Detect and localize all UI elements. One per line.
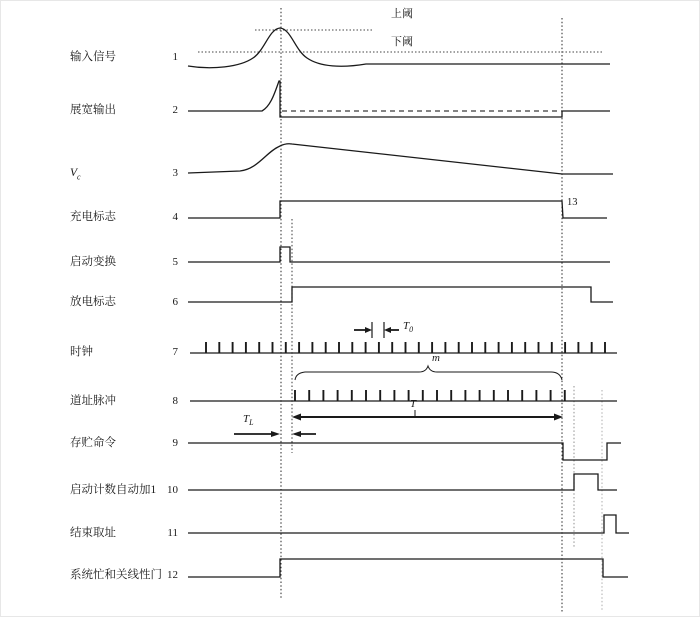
- waveform-start-conversion: [188, 247, 610, 262]
- row-number-10: 10: [167, 484, 178, 496]
- gate-time-arrowhead-left: [292, 414, 301, 421]
- waveform-end-fetch: [188, 515, 629, 533]
- t-label: T: [410, 398, 417, 410]
- row-label-end-fetch: 结束取址: [70, 527, 116, 539]
- row-number-6: 6: [172, 296, 178, 308]
- address-tick-pulses: [295, 390, 565, 401]
- row-label-store-command: 存贮命令: [70, 437, 116, 449]
- charge-count-13-label: 13: [567, 197, 578, 208]
- row-label-counter-increment: 启动计数自动加1: [70, 484, 157, 496]
- row-label-system-busy: 系统忙和关线性门: [70, 569, 162, 581]
- waveform-discharge-flag: [188, 287, 613, 302]
- row-label-stretched-output: 展宽输出: [70, 104, 116, 116]
- row-label-charge-flag: 充电标志: [70, 211, 116, 223]
- t0-left-arrowhead: [365, 327, 372, 333]
- m-count-brace: [295, 366, 562, 380]
- row-number-7: 7: [172, 346, 178, 358]
- m-label: m: [432, 352, 440, 364]
- tl-right-arrowhead: [292, 431, 301, 437]
- clock-tick-pulses: [206, 342, 605, 353]
- row-number-2: 2: [172, 104, 178, 116]
- row-number-12: 12: [167, 569, 178, 581]
- t0-right-arrowhead: [384, 327, 391, 333]
- row-label-input-signal: 输入信号: [70, 51, 116, 63]
- row-number-4: 4: [172, 211, 178, 223]
- row-label-discharge-flag: 放电标志: [70, 296, 116, 308]
- row-number-1: 1: [172, 51, 178, 63]
- waveform-counter-increment: [188, 474, 617, 490]
- row-number-9: 9: [172, 437, 178, 449]
- row-label-clock: 时钟: [70, 346, 93, 358]
- lower-threshold-label: 下阈: [391, 36, 413, 48]
- tl-label: $T_L$: [243, 413, 254, 428]
- t0-label: $T_0$: [403, 320, 414, 335]
- row-label-vc: $V_c$: [70, 167, 81, 182]
- row-number-11: 11: [167, 527, 178, 539]
- row-number-8: 8: [172, 395, 178, 407]
- row-label-start-conversion: 启动变换: [70, 256, 116, 268]
- row-number-5: 5: [172, 256, 178, 268]
- waveform-store-command: [188, 443, 621, 460]
- row-number-3: 3: [172, 167, 178, 179]
- upper-threshold-label: 上阈: [391, 8, 413, 20]
- waveform-vc: [188, 144, 613, 174]
- waveform-charge-flag: [188, 201, 607, 218]
- row-label-address-pulse: 道址脉冲: [70, 395, 116, 407]
- tl-left-arrowhead: [271, 431, 280, 437]
